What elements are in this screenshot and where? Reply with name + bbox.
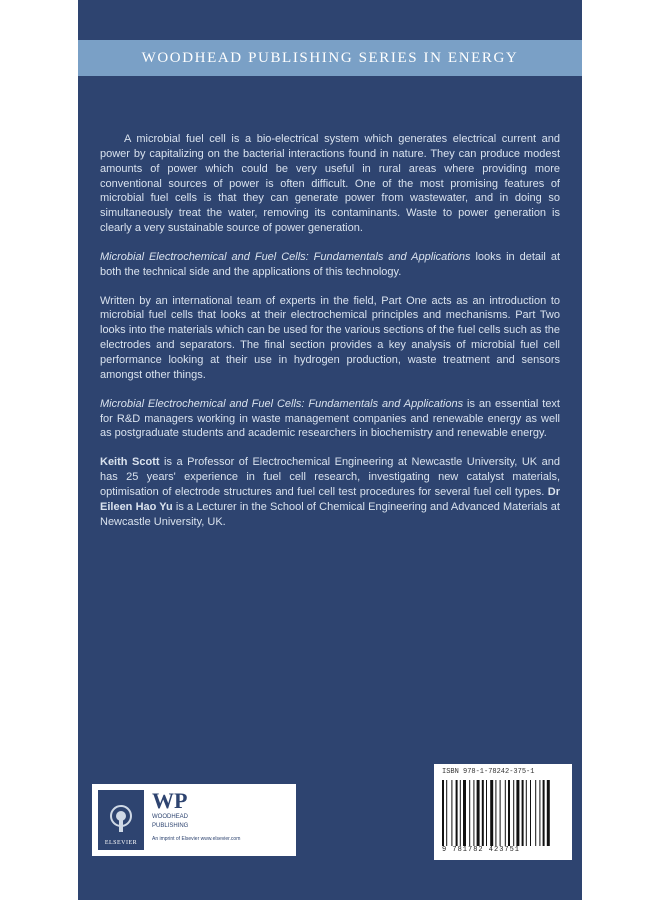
publisher-logos xyxy=(92,784,296,856)
blurb-paragraph-authors xyxy=(100,455,560,529)
blurb-paragraph-overview xyxy=(100,250,560,280)
isbn-number: ISBN 978-1-78242-375-1 xyxy=(442,768,535,776)
barcode-bars xyxy=(442,780,564,846)
back-cover xyxy=(78,0,582,900)
blurb-text: looks in detail at both the technical side and the applications of this technology. xyxy=(100,250,560,278)
elsevier-wordmark: ELSEVIER xyxy=(104,840,138,846)
elsevier-tree-icon xyxy=(106,804,136,834)
cover-blurb xyxy=(100,132,560,543)
author-name: Dr Eileen Hao Yu xyxy=(100,485,560,513)
series-title: WOODHEAD PUBLISHING SERIES IN ENERGY xyxy=(141,49,519,66)
author-bio: is a Lecturer in the School of Chemical Engineering and Advanced Materials at Newcastle University, UK. xyxy=(100,500,560,528)
wp-letters: WP xyxy=(152,788,188,813)
series-banner xyxy=(78,40,582,76)
book-title-italic: Microbial Electrochemical and Fuel Cells: Fundamentals and Applications xyxy=(100,250,471,263)
blurb-text: is an essential text for R&D managers working in waste management companies and renewable energy as well as postgraduate students and academic researchers in biochemistry and renewable energy. xyxy=(100,397,560,440)
author-name: Keith Scott xyxy=(100,456,160,469)
woodhead-logo xyxy=(152,790,290,848)
blurb-paragraph-audience xyxy=(100,397,560,442)
wp-name-line2: PUBLISHING xyxy=(152,823,189,829)
author-bio: is a Professor of Electrochemical Engineering at Newcastle University, UK and has 25 years' experience in fuel cell research, investigating new catalyst materials, optimisation of electrode structures and fuel cell test procedures for several fuel cell types. xyxy=(100,456,560,498)
blurb-paragraph-intro: A microbial fuel cell is a bio-electrical system which generates electrical current and power by capitalizing on the bacterial interactions found in nature. They can produce modest amounts of power which could be very useful in rural areas where providing more conventional sources of power is often difficult. One of the most promising features of microbial fuel cells is that they can generate power from wastewater, and in doing so simultaneously treat the water, removing its contaminants. Waste to power generation is clearly a very sustainable source of power generation. xyxy=(100,133,560,235)
barcode-digits: 9 781782 423751 xyxy=(442,846,521,854)
imprint-line: An imprint of Elsevier www.elsevier.com xyxy=(152,836,241,842)
wp-name-line1: WOODHEAD xyxy=(152,814,188,820)
blurb-paragraph-contents: Written by an international team of experts in the field, Part One acts as an introduction to microbial fuel cells that looks at their electrochemical principles and mechanisms. Part Two looks into the materials which can be used for the various sections of the fuel cells such as the electrodes and separators. The final section provides a key analysis of microbial fuel cell performance looking at their use in hydrogen production, waste treatment and sensors amongst other things. xyxy=(100,294,560,381)
isbn-barcode xyxy=(434,764,572,860)
book-title-italic: Microbial Electrochemical and Fuel Cells: Fundamentals and Applications xyxy=(100,397,464,410)
elsevier-logo xyxy=(98,790,144,850)
